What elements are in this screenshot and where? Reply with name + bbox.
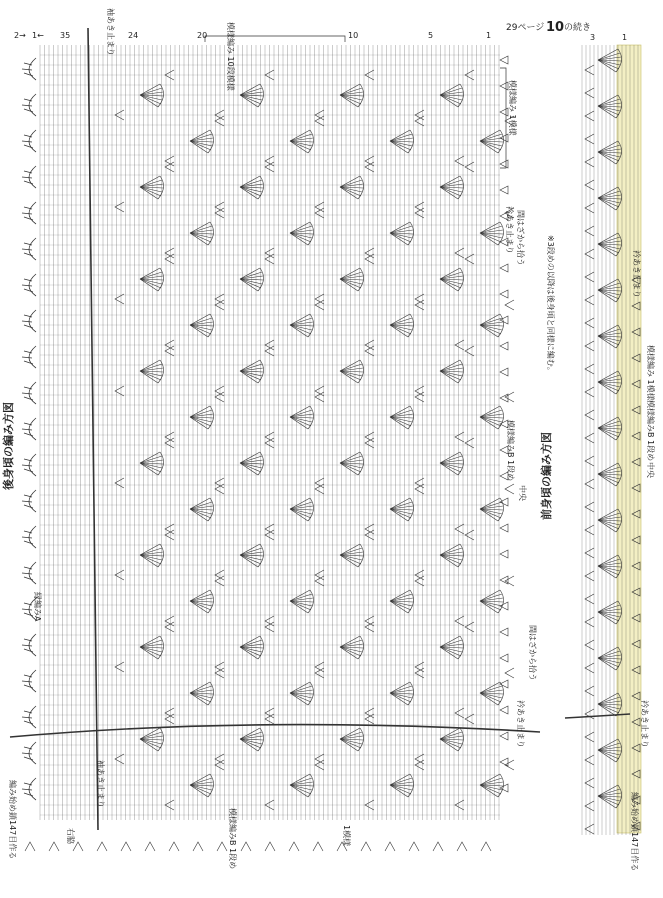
v-stitch-motif	[115, 478, 124, 488]
edge-scallop	[22, 310, 36, 332]
edge-picot	[500, 654, 508, 662]
one-repeat-bracket	[500, 68, 506, 168]
back-chart-title: 後身頃の編み方図	[2, 402, 15, 490]
center-label: 中央	[518, 485, 527, 501]
fan-motif	[480, 498, 504, 521]
bottom-edge-motif	[433, 842, 443, 851]
fan-motif	[440, 544, 464, 567]
bottom-edge-motif	[169, 842, 179, 851]
row-number: 35	[60, 31, 71, 40]
front-pattern-b-first-row-label: 模様編みB 1段め	[646, 400, 655, 462]
pattern-b-first-row-bottom-label: 模様編みB 1段め	[228, 808, 237, 870]
fan-motif	[390, 222, 414, 245]
edge-picot	[500, 316, 508, 324]
row-number: 1	[486, 31, 492, 40]
front-v-stitch-motif	[585, 433, 594, 443]
edge-scallop	[22, 526, 36, 548]
v-stitch-motif	[465, 714, 474, 724]
row-number: 10	[348, 31, 359, 40]
front-v-stitch-motif	[585, 663, 594, 673]
fan-motif	[390, 590, 414, 613]
v-stitch-motif	[115, 754, 124, 764]
front-v-stitch-motif	[585, 272, 594, 282]
edge-picot	[500, 706, 508, 714]
front-v-stitch-motif	[585, 617, 594, 627]
fan-motif	[390, 682, 414, 705]
fan-motif	[340, 728, 364, 751]
front-center-label: 中央	[646, 462, 655, 478]
v-stitch-motif	[455, 708, 464, 718]
pick-between-label-2: 間はざから拾う	[528, 625, 537, 681]
edge-scallop	[22, 778, 36, 800]
fan-motif	[390, 406, 414, 429]
fan-motif	[240, 452, 264, 475]
fan-motif	[390, 314, 414, 337]
one-repeat-bottom-label: 1模様	[342, 825, 351, 847]
edge-picot	[500, 186, 508, 194]
fan-motif	[440, 84, 464, 107]
fan-motif	[190, 406, 214, 429]
edge-scallop	[22, 742, 36, 764]
edge-scallop	[22, 418, 36, 440]
v-stitch-motif	[505, 484, 514, 494]
page-number: 10	[546, 20, 565, 35]
fan-motif	[440, 268, 464, 291]
row-number: 5	[428, 31, 434, 40]
front-v-stitch-motif	[585, 732, 594, 742]
front-v-stitch-motif	[585, 226, 594, 236]
front-v-stitch-motif	[585, 594, 594, 604]
v-stitch-motif	[465, 438, 474, 448]
front-v-stitch-motif	[585, 387, 594, 397]
fan-motif	[240, 268, 264, 291]
fan-motif	[190, 498, 214, 521]
pattern-repeat-bracket	[205, 36, 345, 42]
page-suffix: の続き	[564, 23, 592, 33]
fan-motif	[240, 176, 264, 199]
front-start-chain-label: 編み始め鎖147目作る	[630, 792, 639, 872]
v-stitch-motif	[465, 622, 474, 632]
fan-motif	[240, 360, 264, 383]
back-chart	[1, 8, 540, 869]
edge-picot	[500, 290, 508, 298]
pick-between-label-1: 間はざから拾う	[516, 210, 525, 266]
collar-stop-label-2: 衿あき止まり	[516, 700, 525, 748]
fan-motif	[240, 544, 264, 567]
edge-scallop	[22, 166, 36, 188]
fan-motif	[440, 176, 464, 199]
fan-motif	[340, 268, 364, 291]
bottom-edge-motif	[409, 842, 419, 851]
front-v-stitch-motif	[585, 686, 594, 696]
fan-motif	[240, 636, 264, 659]
sleeve-stop-top-label: 袖あき止まり	[106, 8, 115, 56]
front-v-stitch-motif	[585, 295, 594, 305]
edge-picot	[500, 550, 508, 558]
front-v-stitch-motif	[585, 456, 594, 466]
fan-motif	[390, 130, 414, 153]
front-row-number: 1	[622, 33, 628, 42]
front-v-stitch-motif	[585, 341, 594, 351]
fan-motif	[480, 682, 504, 705]
row-number: 24	[128, 31, 139, 40]
edge-scallop	[22, 94, 36, 116]
front-v-stitch-motif	[585, 203, 594, 213]
front-pattern-one-repeat-label: 模様編み 1模様	[646, 345, 655, 401]
bottom-edge-motif	[193, 842, 203, 851]
v-stitch-motif	[455, 156, 464, 166]
front-chart	[539, 33, 656, 871]
bottom-edge-motif	[385, 842, 395, 851]
v-stitch-motif	[115, 662, 124, 672]
page-header	[506, 20, 591, 35]
v-stitch-motif	[455, 524, 464, 534]
side-label: 右脇	[66, 828, 75, 844]
edge-picot	[500, 368, 508, 376]
front-v-stitch-motif	[585, 65, 594, 75]
front-v-stitch-motif	[585, 180, 594, 190]
edge-scallop	[22, 130, 36, 152]
front-v-stitch-motif	[585, 410, 594, 420]
fan-motif	[480, 590, 504, 613]
front-collar-stop-bottom-label: 衿あき止まり	[640, 700, 649, 748]
edge-scallop	[22, 634, 36, 656]
edge-scallop	[22, 562, 36, 584]
front-v-stitch-motif	[585, 571, 594, 581]
fan-motif	[240, 84, 264, 107]
start-chain-label: 編み始め鎖147目作る	[8, 780, 17, 860]
edge-scallop	[22, 382, 36, 404]
v-stitch-motif	[115, 386, 124, 396]
v-stitch-motif	[465, 346, 474, 356]
edge-picot	[500, 264, 508, 272]
edge-scallop	[22, 238, 36, 260]
front-v-stitch-motif	[585, 111, 594, 121]
fan-motif	[340, 176, 364, 199]
fan-motif	[480, 406, 504, 429]
bottom-edge-motif	[145, 842, 155, 851]
fan-motif	[440, 360, 464, 383]
front-v-stitch-motif	[585, 640, 594, 650]
edge-scallop	[22, 58, 36, 80]
pattern-one-repeat-label: 模様編み 1模様	[508, 80, 517, 136]
bottom-edge-motif	[217, 842, 227, 851]
front-v-stitch-motif	[585, 479, 594, 489]
pattern-a-label: 縁編みA	[33, 592, 42, 622]
fan-motif	[340, 544, 364, 567]
edge-scallop	[22, 454, 36, 476]
front-v-stitch-motif	[585, 778, 594, 788]
fan-motif	[480, 130, 504, 153]
edge-picot	[500, 56, 508, 64]
bottom-edge-motif	[49, 842, 59, 851]
v-stitch-motif	[455, 616, 464, 626]
fan-motif	[190, 682, 214, 705]
edge-picot	[500, 82, 508, 90]
bottom-edge-motif	[289, 842, 299, 851]
fan-motif	[190, 774, 214, 797]
front-v-stitch-motif	[585, 824, 594, 834]
v-stitch-motif	[505, 392, 514, 402]
bottom-edge-motif	[121, 842, 131, 851]
bottom-edge-motif	[361, 842, 371, 851]
bottom-edge-motif	[481, 842, 491, 851]
fan-motif	[480, 774, 504, 797]
bottom-edge-motif	[457, 842, 467, 851]
row-number: 2→	[14, 31, 26, 40]
v-stitch-motif	[455, 432, 464, 442]
fan-motif	[240, 728, 264, 751]
fan-motif	[440, 728, 464, 751]
front-v-stitch-motif	[585, 157, 594, 167]
bottom-edge-motif	[97, 842, 107, 851]
fan-motif	[190, 314, 214, 337]
front-v-stitch-motif	[585, 525, 594, 535]
edge-scallop	[22, 670, 36, 692]
front-chart-title: 前身頃の編み方図	[540, 432, 553, 520]
edge-scallop	[22, 490, 36, 512]
bottom-edge-motif	[25, 842, 35, 851]
edge-picot	[500, 160, 508, 168]
v-stitch-motif	[465, 162, 474, 172]
collar-stop-label-1: 衿あき止まり	[505, 206, 514, 254]
fan-motif	[340, 360, 364, 383]
fan-motif	[440, 452, 464, 475]
edge-picot	[500, 628, 508, 636]
v-stitch-motif	[115, 202, 124, 212]
front-v-stitch-motif	[585, 249, 594, 259]
front-collar-stop-top-label: 衿あき止まり	[632, 250, 641, 298]
front-v-stitch-motif	[585, 502, 594, 512]
fan-motif	[340, 452, 364, 475]
fan-motif	[340, 636, 364, 659]
edge-picot	[500, 758, 508, 766]
row-number: 20	[197, 31, 208, 40]
fan-motif	[480, 222, 504, 245]
fan-motif	[190, 130, 214, 153]
edge-picot	[500, 732, 508, 740]
front-v-stitch-motif	[585, 134, 594, 144]
fan-motif	[390, 498, 414, 521]
front-v-stitch-motif	[585, 755, 594, 765]
front-v-stitch-motif	[585, 318, 594, 328]
pattern-b-first-row-label: 模様編みB 1段め	[506, 420, 515, 482]
edge-picot	[500, 784, 508, 792]
row-number: 1←	[32, 31, 44, 40]
front-row-number: 3	[590, 33, 596, 42]
edge-scallop	[22, 346, 36, 368]
v-stitch-motif	[455, 248, 464, 258]
bottom-edge-motif	[265, 842, 275, 851]
fan-motif	[190, 590, 214, 613]
bottom-edge-motif	[241, 842, 251, 851]
v-stitch-motif	[465, 254, 474, 264]
fan-motif	[390, 774, 414, 797]
front-v-stitch-motif	[585, 801, 594, 811]
edge-picot	[500, 524, 508, 532]
fan-motif	[340, 84, 364, 107]
fan-motif	[440, 636, 464, 659]
front-note: ※3段めの以降は後身頃と同様に編む。	[546, 235, 555, 375]
v-stitch-motif	[505, 300, 514, 310]
v-stitch-motif	[115, 294, 124, 304]
fan-motif	[480, 314, 504, 337]
v-stitch-motif	[505, 576, 514, 586]
front-v-stitch-motif	[585, 88, 594, 98]
front-v-stitch-motif	[585, 548, 594, 558]
v-stitch-motif	[505, 668, 514, 678]
edge-scallop	[22, 274, 36, 296]
front-v-stitch-motif	[585, 364, 594, 374]
fan-motif	[190, 222, 214, 245]
edge-scallop	[22, 202, 36, 224]
bottom-edge-motif	[313, 842, 323, 851]
pattern-10-repeat-label: 模様編み 10段模様	[226, 22, 235, 91]
sleeve-stop-bottom-label: 袖あき止まり	[96, 760, 105, 808]
edge-picot	[500, 108, 508, 116]
edge-picot	[500, 342, 508, 350]
page-ref: 29ページ	[506, 23, 545, 33]
edge-scallop	[22, 706, 36, 728]
